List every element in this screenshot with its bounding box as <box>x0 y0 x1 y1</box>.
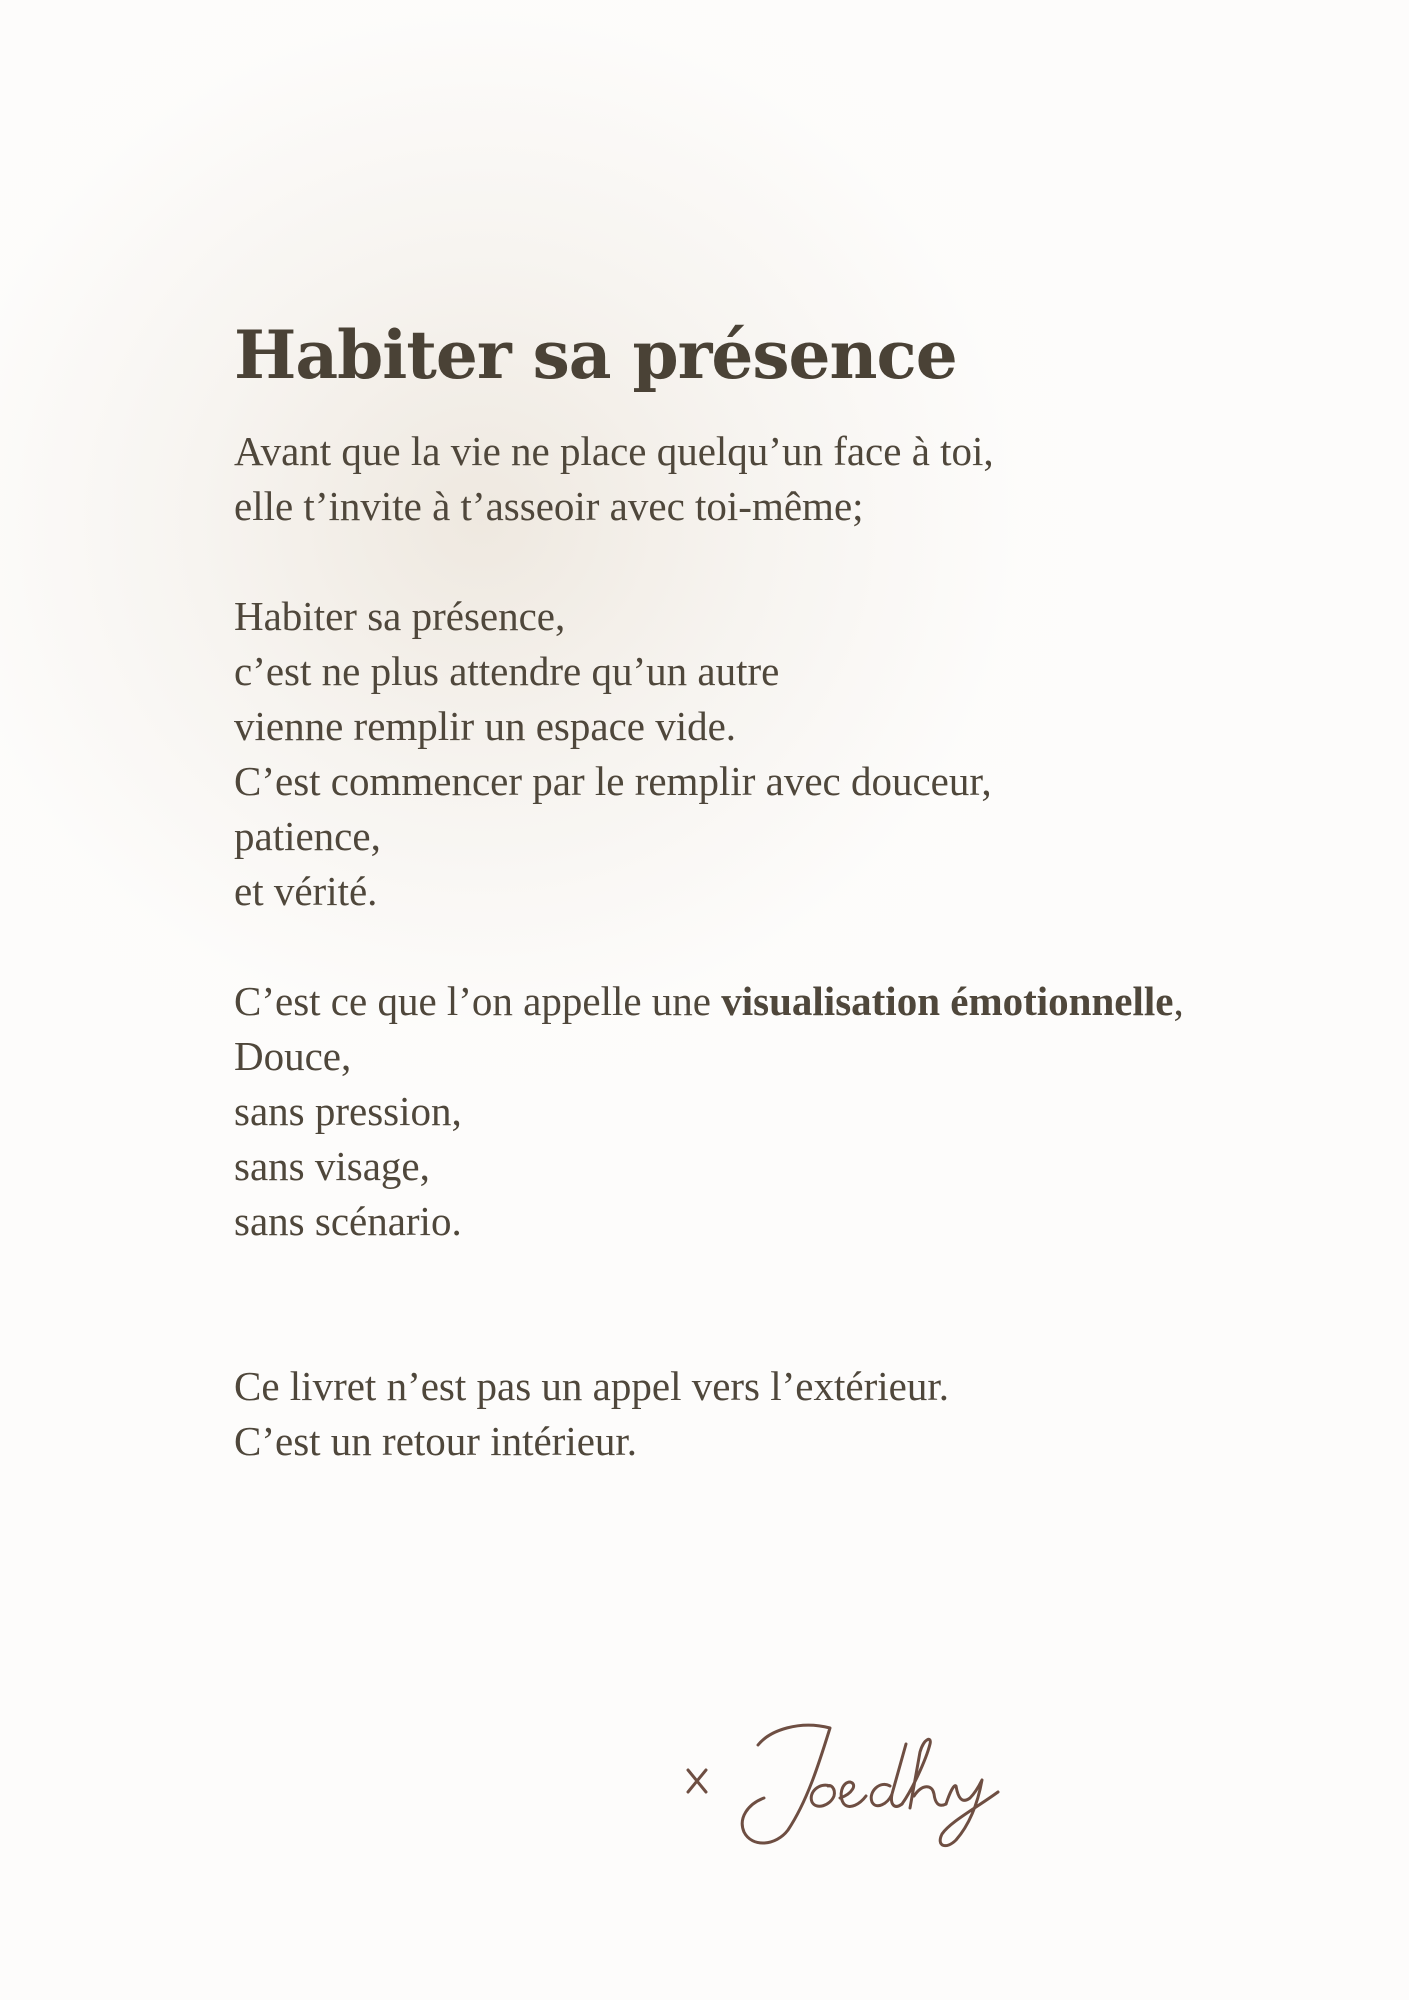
poem-line: sans pression, <box>234 1088 462 1134</box>
poem-line: et vérité. <box>234 868 378 914</box>
poem-line: sans visage, <box>234 1143 430 1189</box>
poem-line-with-emphasis <box>234 974 1334 1029</box>
poem-line: vienne remplir un espace vide. <box>234 703 737 749</box>
stanza-4 <box>234 1359 1334 1469</box>
poem-line: sans scénario. <box>234 1198 462 1244</box>
signature-drawing <box>680 1700 1020 1860</box>
stanza-1 <box>234 424 1334 534</box>
poem-line: c’est ne plus attendre qu’un autre <box>234 648 780 694</box>
stanza-3 <box>234 974 1334 1249</box>
poem-line: patience, <box>234 813 381 859</box>
emphasis-phrase: visualisation émotionnelle <box>721 978 1174 1024</box>
poem-line: Avant que la vie ne place quelqu’un face à toi, <box>234 428 994 474</box>
page-title: Habiter sa présence <box>234 316 957 394</box>
poem-line: C’est un retour intérieur. <box>234 1418 638 1464</box>
handwritten-signature <box>680 1700 1020 1860</box>
line-prefix: C’est ce que l’on appelle une <box>234 978 722 1024</box>
poem-line: Douce, <box>234 1033 352 1079</box>
poem-line: Habiter sa présence, <box>234 593 566 639</box>
poem-line: C’est commencer par le remplir avec douceur, <box>234 758 992 804</box>
line-suffix: , <box>1173 978 1184 1024</box>
poem-content <box>234 316 1334 1524</box>
poem-line: elle t’invite à t’asseoir avec toi-même; <box>234 483 864 529</box>
poem-line: Ce livret n’est pas un appel vers l’extérieur. <box>234 1363 949 1409</box>
stanza-2 <box>234 589 1334 919</box>
